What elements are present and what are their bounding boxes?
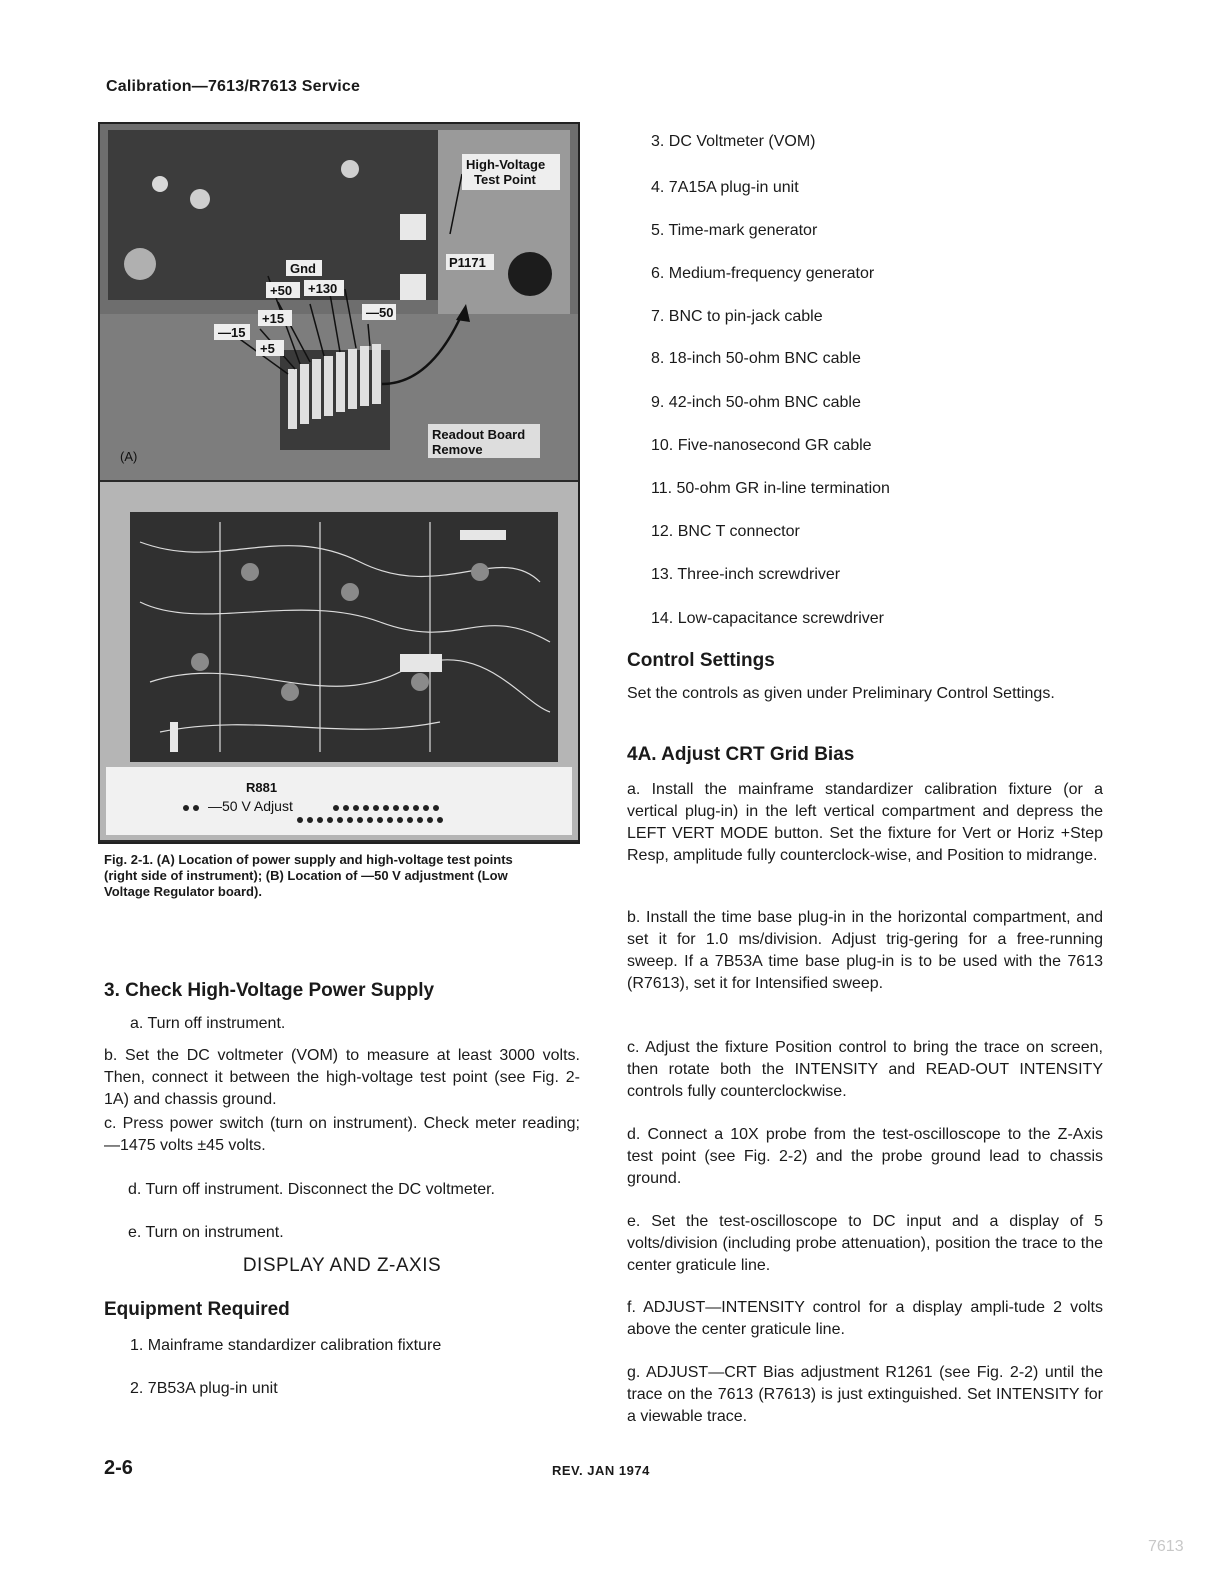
hv-test-point-label-2: Test Point [474,172,536,187]
hv-test-point-label: High-Voltage [466,157,546,172]
display-zaxis-title: DISPLAY AND Z-AXIS [242,1255,442,1276]
step-3b: b. Set the DC voltmeter (VOM) to measure at least 3000 volts. Then, connect it between the high-voltage test point (see Fig. 2-1A) and chassis ground. [104,1047,580,1108]
caption-line-3: Voltage Regulator board). [104,884,262,899]
equipment-item: 3. DC Voltmeter (VOM) [651,133,816,150]
equipment-item: 9. 42-inch 50-ohm BNC cable [651,394,861,411]
step-4a-c: c. Adjust the fixture Position control to bring the trace on screen, then rotate both the INTENSITY and READ-OUT INTENSITY controls fully counterclockwise. [627,1039,1103,1100]
step-3d: d. Turn off instrument. Disconnect the DC voltmeter. [128,1181,495,1198]
readout-remove-label: Remove [432,442,483,457]
equipment-item: 13. Three-inch screwdriver [651,566,841,583]
step-4a-a: a. Install the mainframe standardizer calibration fixture (or a vertical plug-in) in the left vertical compartment and depress the LEFT VERT MODE button. Set the fixture for Vert or Horiz +Step Resp, amplitude fully counterclock-wise, and Position to midrange. [627,781,1103,864]
figure-caption [104,852,580,900]
step-4a-e: e. Set the test-oscilloscope to DC input and a display of 5 volts/division (including probe attenuation), position the trace to the center graticule line. [627,1213,1103,1274]
step-4a-d: d. Connect a 10X probe from the test-oscilloscope to the Z-Axis test point (see Fig. 2-2) and the probe ground lead to chassis ground. [627,1126,1103,1187]
section-3-title: 3. Check High-Voltage Power Supply [104,980,435,1001]
step-4a-g: g. ADJUST—CRT Bias adjustment R1261 (see Fig. 2-2) until the trace on the 7613 (R7613) is just extinguished. Set INTENSITY for a viewable trace. [627,1364,1103,1425]
revision-date: REV. JAN 1974 [552,1463,650,1478]
minus-50-label: —50 [366,305,394,320]
step-3a: a. Turn off instrument. [130,1015,286,1032]
equipment-item: 7. BNC to pin-jack cable [651,308,823,325]
control-settings-title: Control Settings [627,650,775,671]
plus-50-label: +50 [270,283,293,298]
step-3c: c. Press power switch (turn on instrument). Check meter reading; —1475 volts ±45 volts. [104,1115,580,1154]
equipment-item: 5. Time-mark generator [651,222,818,239]
page-header: Calibration—7613/R7613 Service [106,78,361,95]
p1171-label: P1171 [449,255,486,270]
plus-15-label: +15 [262,311,285,326]
equipment-item: 14. Low-capacitance screwdriver [651,610,884,627]
plus-5-label: +5 [260,341,275,356]
page-number: 2-6 [104,1457,133,1479]
step-4a-b: b. Install the time base plug-in in the horizontal compartment, and set it for 1.0 ms/division. Adjust trig-gering for a free-running sweep. If a 7B53A time base plug-in is to be used with the 7613 (R7613), set it for Intensified sweep. [627,909,1103,992]
equipment-item: 12. BNC T connector [651,523,800,540]
equipment-item: 10. Five-nanosecond GR cable [651,437,872,454]
minus-15-label: —15 [218,325,246,340]
figure-panel-a [100,124,578,480]
step-4a-f: f. ADJUST—INTENSITY control for a display ampli-tude 2 volts above the center graticule line. [627,1299,1103,1338]
equipment-item: 4. 7A15A plug-in unit [651,179,799,196]
readout-board-label: Readout Board [432,427,526,442]
control-settings-text: Set the controls as given under Preliminary Control Settings. [627,685,1055,702]
r881-label: R881 [246,780,278,795]
figure-2-1 [98,122,580,844]
watermark: 7613 [1148,1538,1184,1555]
crt-grid-bias-title: 4A. Adjust CRT Grid Bias [627,744,855,765]
step-3e: e. Turn on instrument. [128,1224,284,1241]
equipment-item: 11. 50-ohm GR in-line termination [651,480,890,497]
figure-panel-b [100,482,578,840]
panel-a-label: (A) [120,449,138,464]
caption-line-1: Fig. 2-1. (A) Location of power supply and high-voltage test points [104,852,513,867]
equipment-item: 1. Mainframe standardizer calibration fixture [130,1337,442,1354]
equipment-required-title: Equipment Required [104,1299,290,1320]
adjust-label: —50 V Adjust [208,798,293,814]
equipment-item: 8. 18-inch 50-ohm BNC cable [651,350,861,367]
caption-line-2: (right side of instrument); (B) Location of —50 V adjustment (Low [104,868,508,883]
equipment-item: 6. Medium-frequency generator [651,265,875,282]
equipment-item: 2. 7B53A plug-in unit [130,1380,278,1397]
plus-130-label: +130 [308,281,338,296]
gnd-label: Gnd [290,261,316,276]
